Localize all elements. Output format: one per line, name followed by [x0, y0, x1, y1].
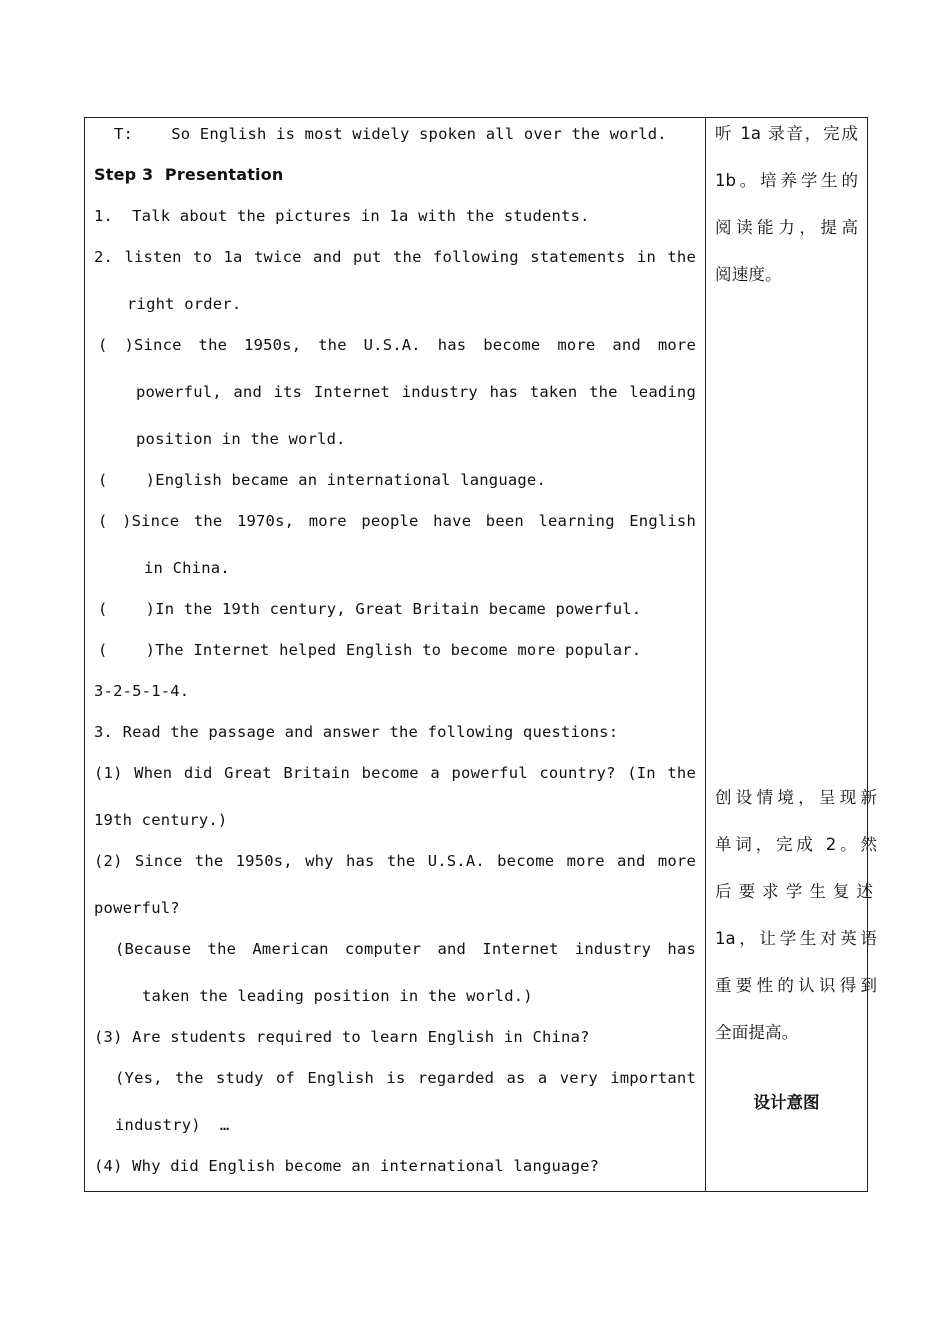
question-2-cont: powerful? [94, 899, 180, 917]
answer-order: 3-2-5-1-4. [94, 682, 190, 700]
statement-1-cont2: position in the world. [136, 430, 346, 448]
answer-3-cont: industry) … [115, 1116, 230, 1134]
statement-3-cont: in China. [144, 559, 230, 577]
statement-1: ( )Since the 1950s, the U.S.A. has become more and more [98, 336, 696, 354]
design-intent-label: 设计意图 [753, 1093, 820, 1112]
statement-4: ( )In the 19th century, Great Britain became powerful. [98, 600, 642, 618]
column-divider [705, 118, 706, 1191]
answer-3: (Yes, the study of English is regarded as a very important [115, 1069, 696, 1087]
question-2: (2) Since the 1950s, why has the U.S.A. become more and more [94, 852, 696, 870]
list-item-1: 1. Talk about the pictures in 1a with the students. [94, 207, 590, 225]
note2-line-5: 重要性的认识得到 [715, 976, 877, 995]
note2-line-1: 创设情境，呈现新 [715, 788, 877, 807]
note-line-2: 1b。培养学生的 [715, 171, 858, 190]
note-line-3: 阅读能力，提高 [715, 218, 858, 237]
note-line-4: 阅速度。 [715, 265, 782, 284]
list-item-2-cont: right order. [127, 295, 242, 313]
note2-line-4: 1a，让学生对英语 [715, 929, 877, 948]
list-item-3: 3. Read the passage and answer the following questions: [94, 723, 619, 741]
question-4: (4) Why did English become an international language? [94, 1157, 600, 1175]
note-line-1: 听 1a 录音，完成 [715, 124, 858, 143]
question-1-cont: 19th century.) [94, 811, 228, 829]
step-heading: Step 3 Presentation [94, 165, 284, 184]
lesson-table [84, 117, 877, 1192]
note2-line-3: 后要求学生复述 [715, 882, 873, 901]
statement-3: ( )Since the 1970s, more people have been learning English [98, 512, 696, 530]
list-item-2: 2. listen to 1a twice and put the following statements in the [94, 248, 696, 266]
note2-line-6: 全面提高。 [715, 1023, 799, 1042]
statement-5: ( )The Internet helped English to become more popular. [98, 641, 642, 659]
statement-2: ( )English became an international language. [98, 471, 546, 489]
answer-2: (Because the American computer and Internet industry has [115, 940, 696, 958]
question-3: (3) Are students required to learn English in China? [94, 1028, 590, 1046]
answer-2-cont: taken the leading position in the world.) [142, 987, 533, 1005]
statement-1-cont: powerful, and its Internet industry has taken the leading [136, 383, 696, 401]
question-1: (1) When did Great Britain become a powerful country? (In the [94, 764, 696, 782]
teacher-line: T: So English is most widely spoken all over the world. [114, 125, 667, 143]
note2-line-2: 单词，完成 2。然 [715, 835, 877, 854]
